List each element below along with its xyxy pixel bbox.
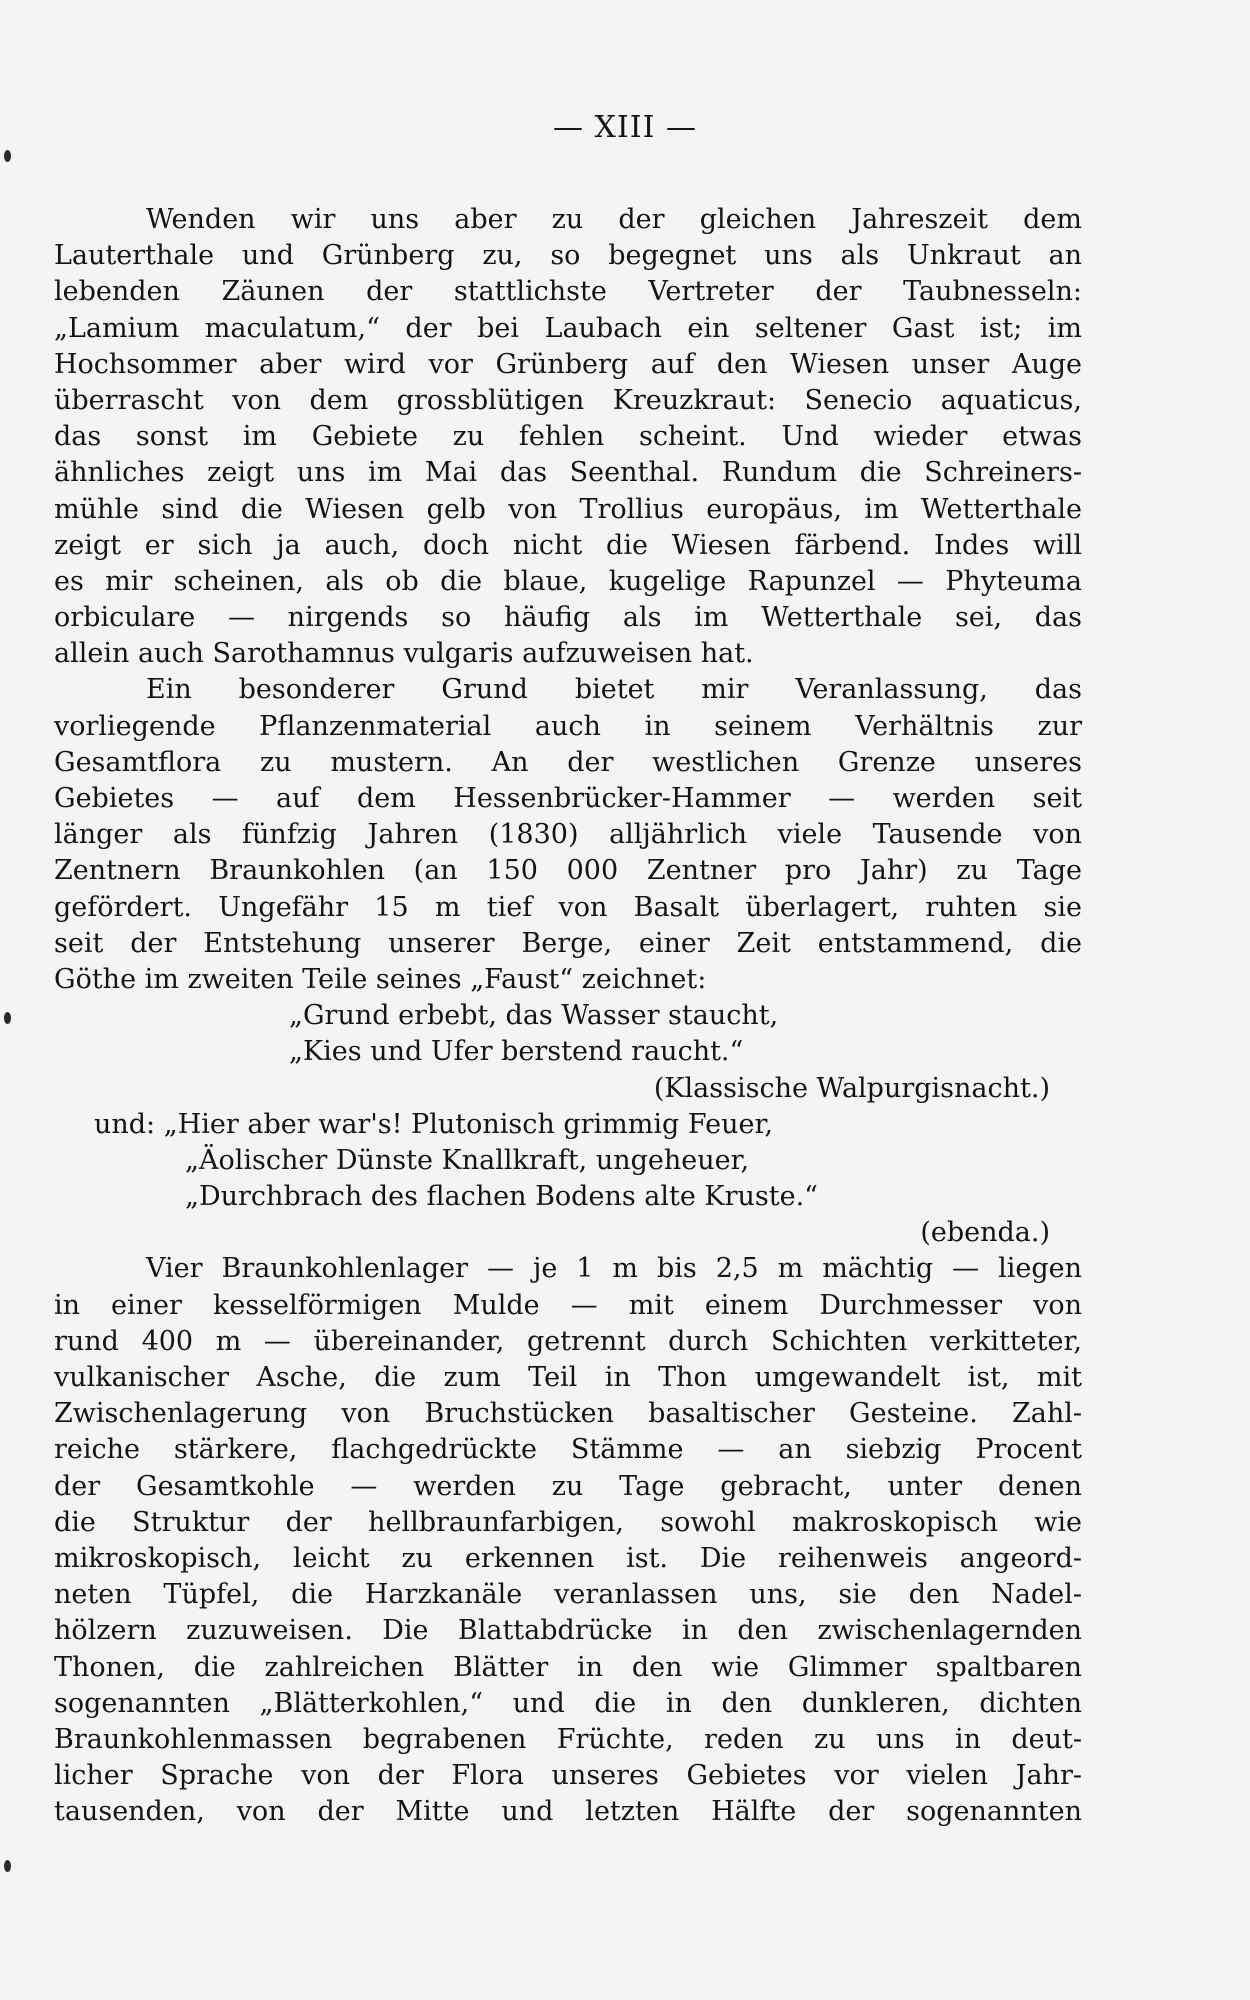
text-line: in einer kesselförmigen Mulde — mit einem Durchmesser von bbox=[54, 1289, 1082, 1321]
text-line: Vier Braunkohlenlager — je 1 m bis 2,5 m mächtig — liegen bbox=[146, 1253, 1082, 1285]
text-line: Ein besonderer Grund bietet mir Veranlassung, das bbox=[146, 674, 1082, 706]
text-line: gefördert. Ungefähr 15 m tief von Basalt überlagert, ruhten sie bbox=[54, 891, 1082, 923]
verse-line: „Durchbrach des flachen Bodens alte Kruste.“ bbox=[185, 1181, 818, 1213]
text-line: überrascht von dem grossblütigen Kreuzkraut: Senecio aquaticus, bbox=[54, 384, 1082, 416]
margin-speck bbox=[4, 1860, 11, 1872]
text-line: Zwischenlagerung von Bruchstücken basaltischer Gesteine. Zahl- bbox=[54, 1398, 1082, 1430]
text-line: Wenden wir uns aber zu der gleichen Jahreszeit dem bbox=[146, 204, 1082, 235]
text-line: Lauterthale und Grünberg zu, so begegnet uns als Unkraut an bbox=[54, 240, 1082, 272]
text-line: vulkanischer Asche, die zum Teil in Thon umgewandelt ist, mit bbox=[54, 1362, 1082, 1393]
text-line: zeigt er sich ja auch, doch nicht die Wiesen färbend. Indes will bbox=[54, 529, 1082, 561]
text-line: das sonst im Gebiete zu fehlen scheint. Und wieder etwas bbox=[54, 421, 1082, 453]
text-line: Thonen, die zahlreichen Blätter in den wie Glimmer spaltbaren bbox=[54, 1651, 1082, 1683]
text-line: reiche stärkere, flachgedrückte Stämme — an siebzig Procent bbox=[54, 1434, 1082, 1466]
text-line: ähnliches zeigt uns im Mai das Seenthal. Rundum die Schreiners- bbox=[54, 457, 1082, 489]
text-line: rund 400 m — übereinander, getrennt durch Schichten verkitteter, bbox=[54, 1325, 1082, 1357]
text-line: mühle sind die Wiesen gelb von Trollius europäus, im Wetterthale bbox=[54, 493, 1082, 525]
text-line: allein auch Sarothamnus vulgaris aufzuweisen hat. bbox=[54, 638, 754, 670]
text-line: der Gesamtkohle — werden zu Tage gebracht, unter denen bbox=[54, 1470, 1082, 1502]
body-text bbox=[54, 202, 1082, 1830]
verse-attribution: (Klassische Walpurgisnacht.) bbox=[653, 1072, 1050, 1104]
text-line: Gesamtflora zu mustern. An der westlichen Grenze unseres bbox=[54, 746, 1082, 778]
text-line: lebenden Zäunen der stattlichste Vertreter der Taubnesseln: bbox=[54, 276, 1082, 308]
text-line: tausenden, von der Mitte und letzten Hälfte der sogenannten bbox=[54, 1796, 1082, 1828]
verse-line: „Grund erbebt, das Wasser staucht, bbox=[289, 1000, 779, 1032]
margin-speck bbox=[4, 150, 11, 162]
text-line: es mir scheinen, als ob die blaue, kugelige Rapunzel — Phyteuma bbox=[54, 565, 1082, 597]
text-line: die Struktur der hellbraunfarbigen, sowohl makroskopisch wie bbox=[54, 1506, 1082, 1538]
text-line: vorliegende Pflanzenmaterial auch in seinem Verhältnis zur bbox=[54, 710, 1082, 742]
text-line: Gebietes — auf dem Hessenbrücker-Hammer — werden seit bbox=[54, 783, 1082, 814]
text-line: orbiculare — nirgends so häufig als im Wetterthale sei, das bbox=[54, 602, 1082, 634]
text-line: neten Tüpfel, die Harzkanäle veranlassen uns, sie den Nadel- bbox=[54, 1579, 1082, 1611]
text-line: „Lamium maculatum,“ der bei Laubach ein seltener Gast ist; im bbox=[54, 312, 1082, 344]
text-line: sogenannten „Blätterkohlen,“ und die in den dunkleren, dichten bbox=[54, 1687, 1082, 1719]
page-number: — XIII — bbox=[553, 110, 697, 145]
text-line: Braunkohlenmassen begrabenen Früchte, reden zu uns in deut- bbox=[54, 1723, 1082, 1755]
verse-line: „Äolischer Dünste Knallkraft, ungeheuer, bbox=[185, 1144, 750, 1176]
verse-line: „Kies und Ufer berstend raucht.“ bbox=[289, 1036, 744, 1068]
verse-line: und: „Hier aber war's! Plutonisch grimmig Feuer, bbox=[94, 1108, 773, 1140]
margin-speck bbox=[4, 1012, 11, 1024]
text-line: licher Sprache von der Flora unseres Gebietes vor vielen Jahr- bbox=[54, 1760, 1082, 1792]
text-line: seit der Entstehung unserer Berge, einer Zeit entstammend, die bbox=[54, 927, 1082, 959]
text-line: hölzern zuzuweisen. Die Blattabdrücke in den zwischenlagernden bbox=[54, 1615, 1082, 1647]
text-line: länger als fünfzig Jahren (1830) alljährlich viele Tausende von bbox=[54, 819, 1082, 851]
text-line: mikroskopisch, leicht zu erkennen ist. Die reihenweis angeord- bbox=[54, 1542, 1082, 1574]
text-line: Hochsommer aber wird vor Grünberg auf den Wiesen unser Auge bbox=[54, 348, 1082, 380]
verse-attribution: (ebenda.) bbox=[920, 1217, 1050, 1249]
text-line: Göthe im zweiten Teile seines „Faust“ zeichnet: bbox=[54, 963, 707, 995]
text-line: Zentnern Braunkohlen (an 150 000 Zentner pro Jahr) zu Tage bbox=[54, 855, 1082, 887]
